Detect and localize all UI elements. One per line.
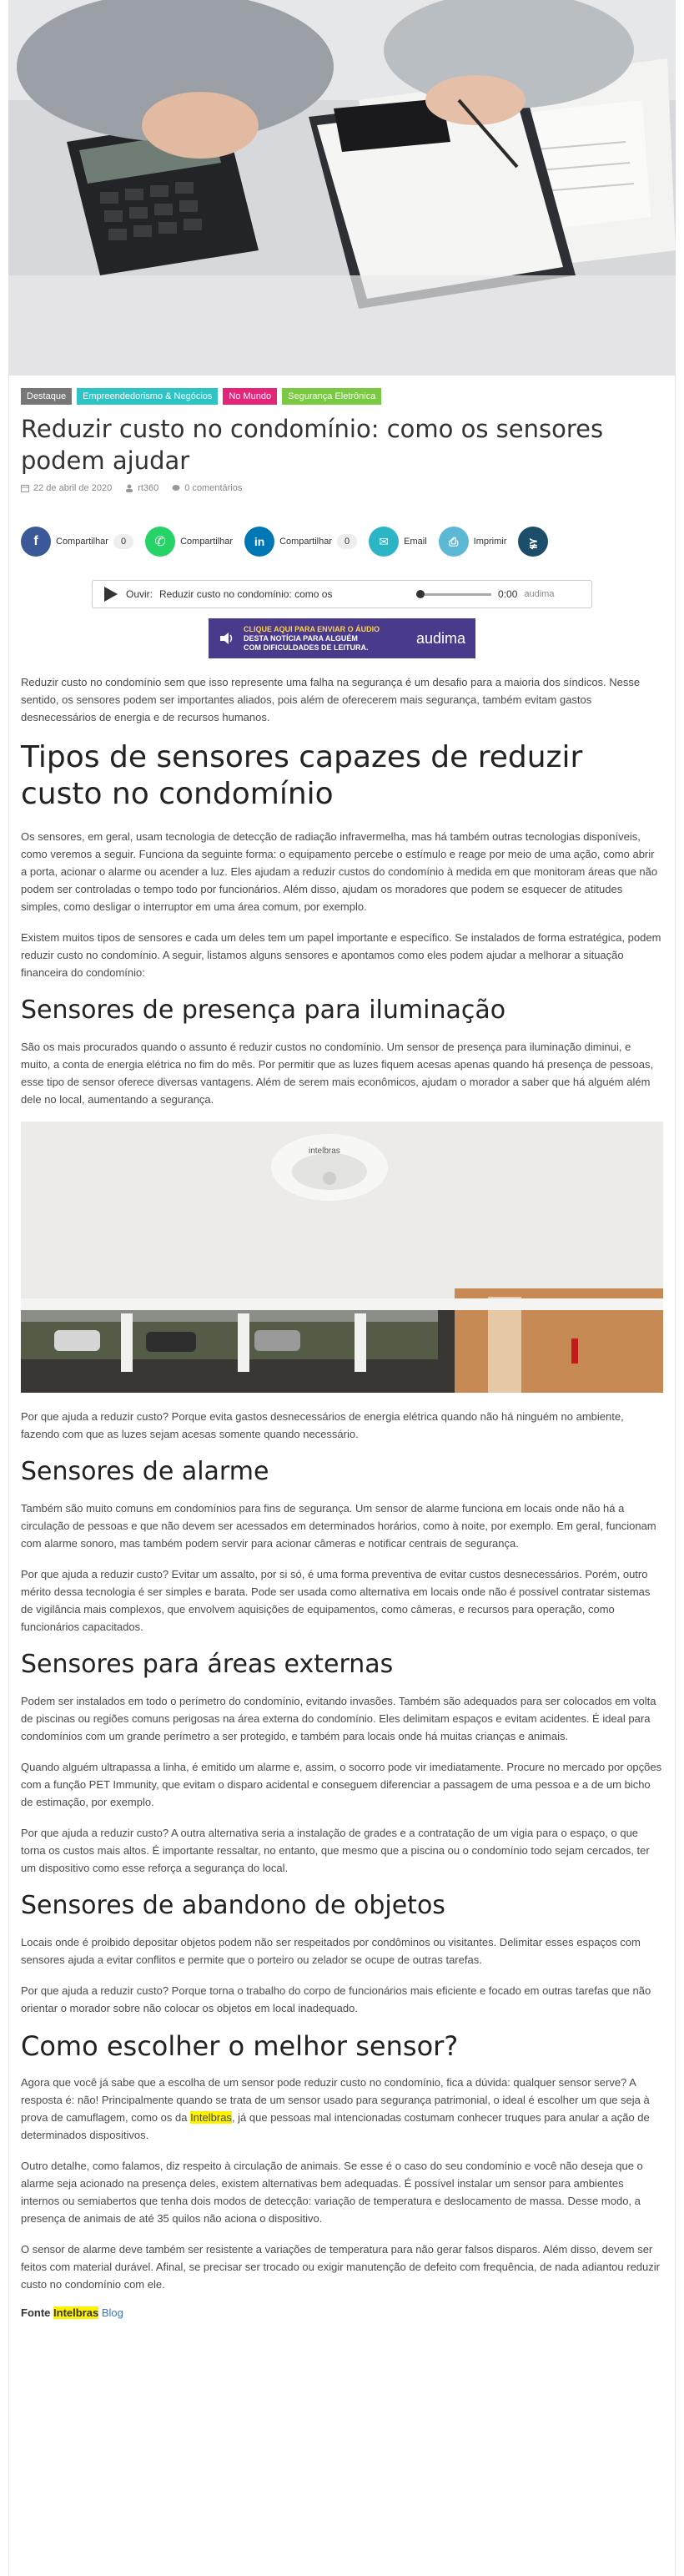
heading-choose: Como escolher o melhor sensor?: [21, 2030, 459, 2062]
category-tags: [21, 388, 663, 405]
intelbras-highlight[interactable]: Intelbras: [190, 2111, 232, 2124]
linkedin-count: 0: [337, 534, 357, 549]
choose-text-a: Agora que você já sabe que a escolha de um sensor pode reduzir custo no condomínio, fica a dúvida: qualquer sensor serve? A resposta é: não! Principalmente quando se trata de um sensor usado para segurança patrimonial, o ideal é escolher um que seja à prova de camuflagem, como os da: [21, 2076, 650, 2124]
abandon-paragraph-1: Locais onde é proibido depositar objetos podem não ser respeitados por condôminos ou visitantes. Delimitar esses espaços com sensores ajuda a evitar conflitos e permite que o porteiro ou zelador se ocupe de outras tarefas.: [21, 1936, 641, 1966]
meta-comments[interactable]: [172, 483, 242, 493]
meta-date: [21, 483, 112, 493]
audio-title: Reduzir custo no condomínio: como os: [159, 588, 333, 600]
choose-paragraph-2: Outro detalhe, como falamos, diz respeito à circulação de animais. Se esse é o caso do seu condomínio e você não deseja que o alarme seja acionado na presença deles, existem alternativas bem adequadas. É possível instalar um sensor para ambientes internos ou semiabertos que tenha dois modos de detecção: variação de temperatura e deslocamento de massa. Desse modo, a presença de animais de até 35 quilos não aciona o dispositivo.: [21, 2160, 643, 2225]
linkedin-icon: in: [244, 527, 274, 557]
print-icon: ⎙: [439, 527, 469, 557]
whatsapp-label: Compartilhar: [180, 537, 234, 547]
presence-paragraph-1: São os mais procurados quando o assunto é reduzir custos no condomínio. Um sensor de presença para iluminação diminui, e muito, a conta de energia elétrica no fim do mês. Por permitir que as luzes fiquem acesas apenas quando há presença de pessoas, esse tipo de sensor oferece diversas vantagens. Além de serem mais econômicos, ajudam o morador a saber que há alguém além dele no local, aumentando a segurança.: [21, 1041, 654, 1106]
audima-banner[interactable]: [209, 618, 475, 658]
heading-external: Sensores para áreas externas: [21, 1650, 394, 1679]
heading-types: Tipos de sensores capazes de reduzir custo no condomínio: [21, 740, 583, 811]
source-label: Fonte: [21, 2306, 51, 2319]
facebook-icon: f: [21, 527, 51, 557]
audio-time: 0:00: [498, 588, 518, 600]
choose-paragraph-3: O sensor de alarme deve também ser resistente a variações de temperatura para não gerar falsos disparos. Além disso, devem ser feitos com material durável. Afinal, se precisar ser trocado ou exigir manutenção de defeito com frequência, de nada adiantou reduzir custo no condomínio com ele.: [21, 2243, 660, 2291]
audima-logo[interactable]: audima: [524, 589, 555, 599]
banner-text: [244, 625, 380, 653]
article-title: Reduzir custo no condomínio: como os sensores podem ajudar: [21, 415, 604, 475]
print-label: Imprimir: [473, 537, 507, 547]
alarm-paragraph-1: Também são muito comuns em condomínios para fins de segurança. Um sensor de alarme funciona em locais onde não há a circulação de pessoas e que não devem ser acessados em determinados horários, como à noite, por exemplo. Em geral, funcionam com alarme sonoro, mas também podem servir para acionar câmeras e notificar centrais de segurança.: [21, 1502, 656, 1550]
speaker-icon: [219, 630, 235, 647]
share-more-button[interactable]: [518, 527, 548, 557]
meta-author[interactable]: [125, 483, 158, 493]
facebook-label: Compartilhar: [56, 537, 108, 547]
types-paragraph-1: Os sensores, em geral, usam tecnologia de detecção de radiação infravermelha, mas há também outras tecnologias disponíveis, como veremos a seguir. Funciona da seguinte forma: o equipamento percebe o estímulo e reage por meio de uma ação, como abrir a porta, acionar o alarme ou acender a luz. Eles ajudam a reduzir custos do condomínio à medida em que monitoram áreas que não podem ser controladas o tempo todo por funcionários. Além disso, ajudam os moradores que podem se esquecer de atitudes simples, como desligar o interruptor em uma área comum, por exemplo.: [21, 830, 658, 913]
hero-illustration: [8, 0, 676, 376]
tag-no-mundo[interactable]: No Mundo: [223, 388, 277, 405]
external-paragraph-3: Por que ajuda a reduzir custo? A outra alternativa seria a instalação de grades e a contratação de um vigia para o espaço, o que torna os custos mais altos. É importante ressaltar, no entanto, que mesmo que a piscina ou o condomínio todo sejam cercados, ter um dispositivo como esse reforça a segurança do local.: [21, 1827, 650, 1874]
calendar-icon: [21, 484, 29, 492]
banner-line-2: DESTA NOTÍCIA PARA ALGUÉM: [244, 633, 358, 643]
hero-image: [8, 0, 676, 376]
share-whatsapp-button[interactable]: [145, 527, 233, 557]
comments-text: 0 comentários: [184, 483, 243, 493]
sensor-photo: [21, 1122, 663, 1393]
comment-icon: [172, 484, 180, 492]
garage-illustration: [21, 1122, 663, 1393]
photo-brand: intelbras: [309, 1147, 340, 1156]
audio-player: [92, 580, 592, 608]
source-line: [21, 2306, 663, 2319]
play-icon: [101, 585, 119, 603]
audio-progress-bar[interactable]: [416, 593, 491, 596]
alarm-paragraph-2: Por que ajuda a reduzir custo? Evitar um assalto, por si só, é uma forma preventiva de evitar custos desnecessários. Porém, outro mérito dessa tecnologia é ser simples e barata. Pode ser usada como alternativa em locais onde não é possível contratar sistemas de vigilância mais complexos, que envolvem aquisições de equipamentos, como câmeras, e recursos para operação, como funcionários capacitados.: [21, 1568, 651, 1633]
presence-paragraph-2: Por que ajuda a reduzir custo? Porque evita gastos desnecessários de energia elétrica quando não há ninguém no ambiente, fazendo com que as luzes sejam acesas somente quando necessário.: [21, 1410, 624, 1440]
banner-line-3: COM DIFICULDADES DE LEITURA.: [244, 643, 369, 652]
whatsapp-icon: ✆: [145, 527, 175, 557]
choose-text-b: , já que pessoas mal intencionadas costumam conhecer truques para anular a ação de determinados dispositivos.: [21, 2111, 650, 2141]
share-print-button[interactable]: [439, 527, 507, 557]
audio-label: Ouvir:: [126, 588, 153, 600]
external-paragraph-1: Podem ser instalados em todo o perímetro do condomínio, evitando invasões. Também são adequados para ser colocados em volta de piscinas ou regiões comuns perigosas na área externa do condomínio. Eles delimitam espaços e evitam acidentes. É ideal para condomínios com um grande perímetro a ser protegido, e também para locais onde há muitas crianças e animais.: [21, 1695, 656, 1742]
source-brand: Intelbras: [53, 2306, 99, 2319]
heading-presence: Sensores de presença para iluminação: [21, 996, 506, 1025]
share-email-button[interactable]: [369, 527, 427, 557]
author-text: rt360: [138, 483, 159, 493]
source-link[interactable]: Blog: [101, 2306, 123, 2319]
share-facebook-button[interactable]: [21, 527, 133, 557]
heading-abandon: Sensores de abandono de objetos: [21, 1891, 445, 1920]
share-bar: [21, 527, 663, 557]
article-content: [21, 388, 663, 2319]
abandon-paragraph-2: Por que ajuda a reduzir custo? Porque torna o trabalho do corpo de funcionários mais eficiente e focado em outras tarefas que não orientar o morador sobre não colocar os objetos em local inadequado.: [21, 1984, 651, 2014]
intro-paragraph: Reduzir custo no condomínio sem que isso represente uma falha na segurança é um desafio para a maioria dos síndicos. Nesse sentido, os sensores podem ser importantes aliados, pois além de oferecerem mais segurança, também evitam gastos desnecessários de energia e de recursos humanos.: [21, 676, 641, 723]
banner-line-1: CLIQUE AQUI PARA ENVIAR O ÁUDIO: [244, 624, 380, 633]
tag-empreendedorismo[interactable]: Empreendedorismo & Negócios: [77, 388, 218, 405]
tag-destaque[interactable]: Destaque: [21, 388, 72, 405]
tag-seguranca[interactable]: Segurança Eletrônica: [282, 388, 381, 405]
heading-alarm: Sensores de alarme: [21, 1457, 269, 1486]
external-paragraph-2: Quando alguém ultrapassa a linha, é emitido um alarme e, assim, o socorro pode vir imediatamente. Procure no mercado por opções com a função PET Immunity, que evitam o disparo acidental e conseguem diferenciar a passagem de uma pessoa e a de um bicho de estimação, por exemplo.: [21, 1761, 662, 1808]
play-button[interactable]: [101, 585, 119, 603]
user-icon: [125, 484, 133, 492]
types-paragraph-2: Existem muitos tipos de sensores e cada um deles tem um papel importante e específico. Se instalados de forma estratégica, podem reduzir custo no condomínio. A seguir, listamos alguns sensores e apontamos como eles podem ajudar a melhorar a situação financeira do condomínio:: [21, 931, 661, 979]
facebook-count: 0: [113, 534, 133, 549]
linkedin-label: Compartilhar: [279, 537, 333, 547]
date-text: 22 de abril de 2020: [33, 483, 113, 493]
choose-paragraph-1: [21, 2074, 663, 2144]
banner-brand: audima: [415, 629, 465, 647]
email-label: Email: [404, 537, 427, 547]
article-meta: [21, 483, 663, 493]
audio-progress-handle[interactable]: [416, 590, 425, 598]
share-linkedin-button[interactable]: [244, 527, 357, 557]
share-icon: ⪶: [518, 527, 548, 557]
email-icon: ✉: [369, 527, 399, 557]
